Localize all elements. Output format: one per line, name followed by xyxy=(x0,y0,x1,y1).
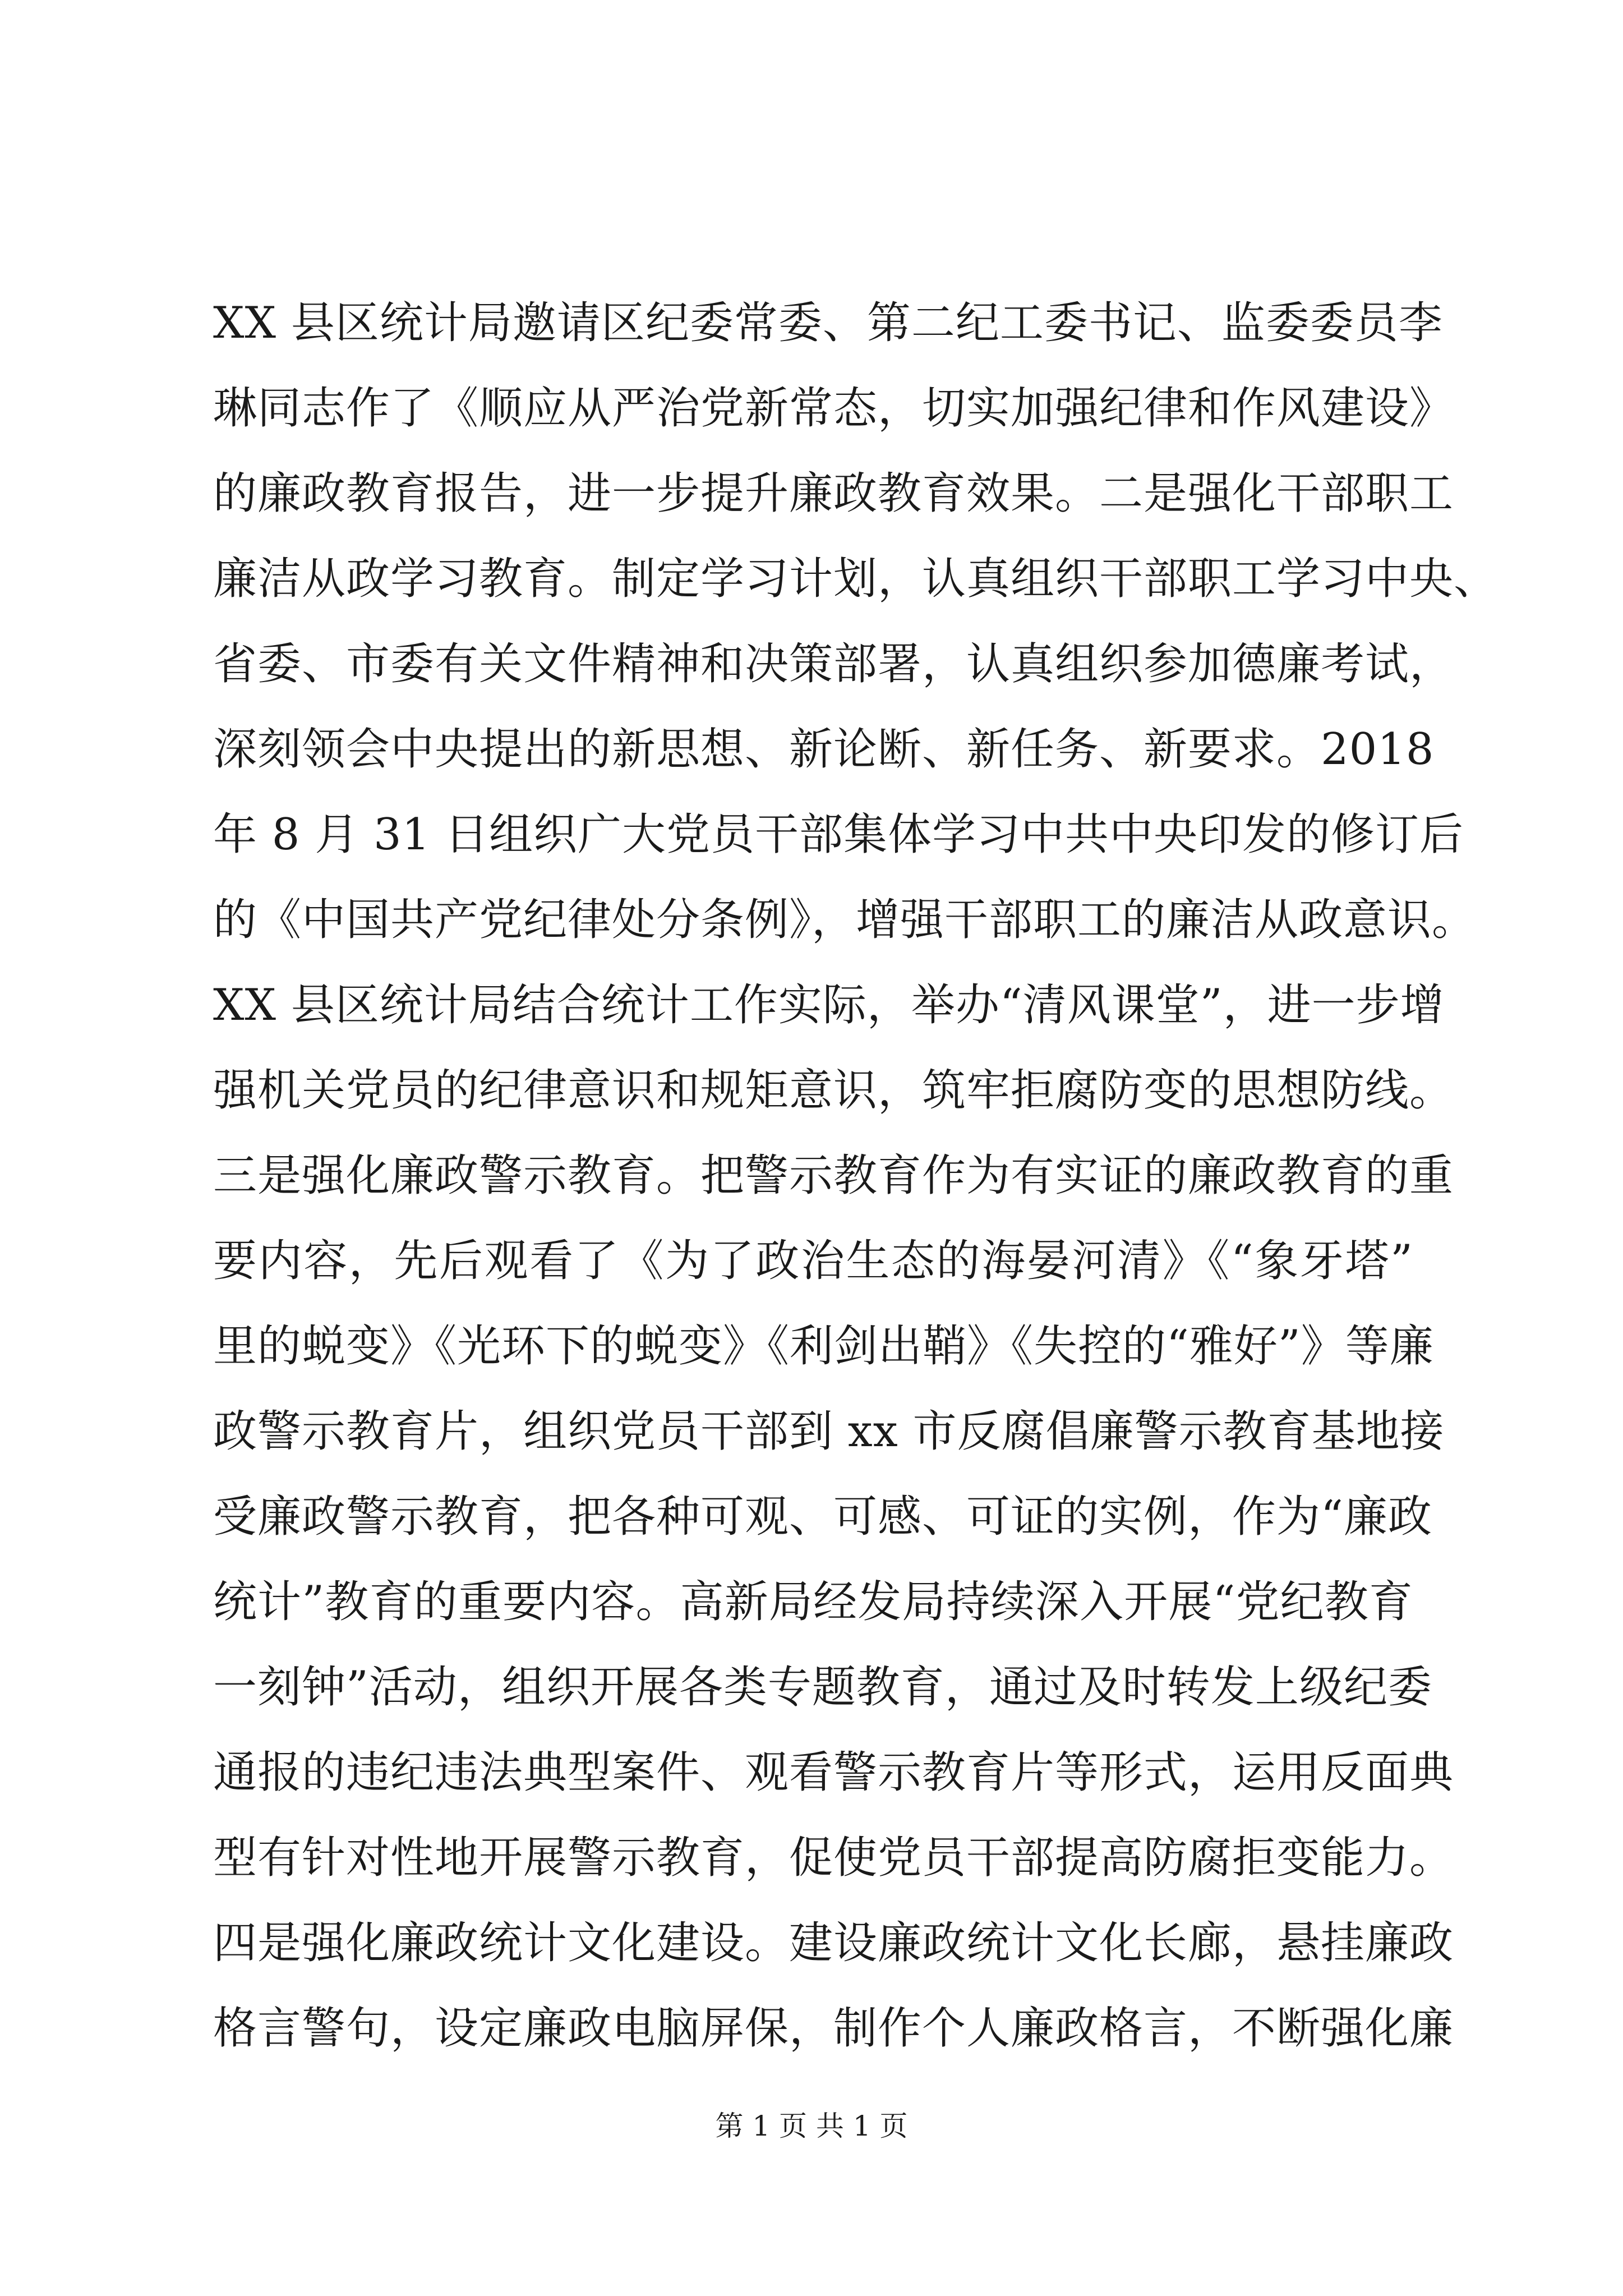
text-line: 深刻领会中央提出的新思想、新论断、新任务、新要求。2018 xyxy=(213,724,1435,775)
text-line: 型有针对性地开展警示教育，促使党员干部提高防腐拒变能力。 xyxy=(213,1833,1454,1883)
body-paragraph xyxy=(213,280,1498,2071)
page-footer: 第 1 页 共 1 页 xyxy=(715,2110,908,2142)
text-line: 格言警句，设定廉政电脑屏保，制作个人廉政格言，不断强化廉 xyxy=(213,2003,1454,2054)
text-line: XX 县区统计局邀请区纪委常委、第二纪工委书记、监委委员李 xyxy=(213,298,1443,348)
text-line: XX 县区统计局结合统计工作实际，举办“清风课堂”，进一步增 xyxy=(213,980,1445,1030)
text-line: 年 8 月 31 日组织广大党员干部集体学习中共中央印发的修订后 xyxy=(213,809,1464,860)
text-line: 琳同志作了《顺应从严治党新常态，切实加强纪律和作风建设》 xyxy=(213,383,1454,434)
text-line: 通报的违纪违法典型案件、观看警示教育片等形式，运用反面典 xyxy=(213,1747,1454,1798)
text-line: 三是强化廉政警示教育。把警示教育作为有实证的廉政教育的重 xyxy=(213,1151,1454,1201)
text-line: 省委、市委有关文件精神和决策部署，认真组织参加德廉考试， xyxy=(213,639,1454,689)
text-line: 强机关党员的纪律意识和规矩意识，筑牢拒腐防变的思想防线。 xyxy=(213,1065,1454,1116)
text-line: 受廉政警示教育，把各种可观、可感、可证的实例，作为“廉政 xyxy=(213,1492,1432,1542)
text-line: 政警示教育片，组织党员干部到 xx 市反腐倡廉警示教育基地接 xyxy=(213,1406,1445,1457)
text-line: 四是强化廉政统计文化建设。建设廉政统计文化长廊，悬挂廉政 xyxy=(213,1918,1454,1968)
text-line: 的《中国共产党纪律处分条例》，增强干部职工的廉洁从政意识。 xyxy=(213,895,1477,945)
text-line: 廉洁从政学习教育。制定学习计划，认真组织干部职工学习中央、 xyxy=(213,554,1498,604)
text-line: 一刻钟”活动，组织开展各类专题教育，通过及时转发上级纪委 xyxy=(213,1662,1432,1713)
text-line: 要内容，先后观看了《为了政治生态的海晏河清》《“象牙塔” xyxy=(213,1236,1413,1286)
text-line: 统计”教育的重要内容。高新局经发局持续深入开展“党纪教育 xyxy=(213,1577,1413,1627)
text-line: 的廉政教育报告，进一步提升廉政教育效果。二是强化干部职工 xyxy=(213,468,1454,519)
text-line: 里的蜕变》《光环下的蜕变》《利剑出鞘》《失控的“雅好”》等廉 xyxy=(213,1321,1434,1372)
